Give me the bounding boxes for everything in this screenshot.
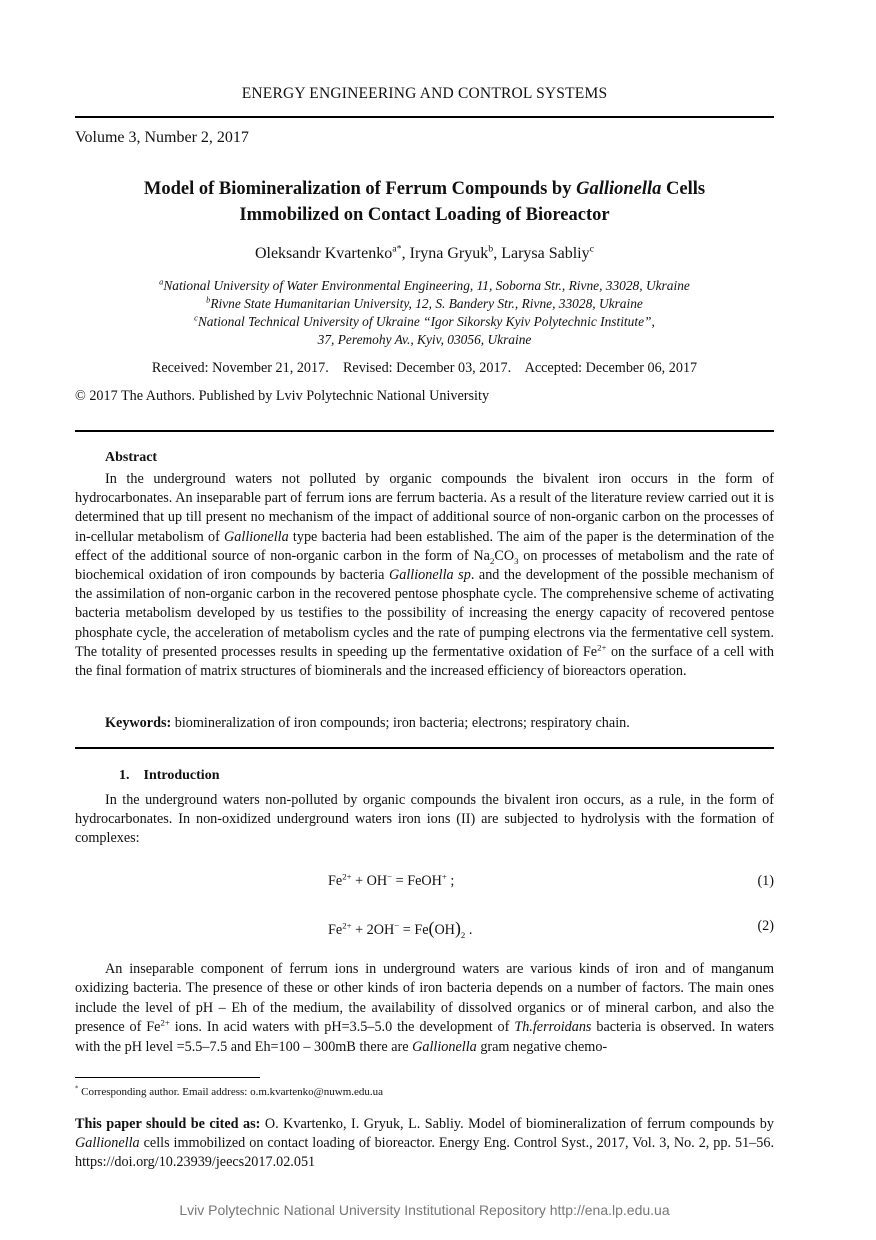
- intro-paragraph: In the underground waters non-polluted by organic compounds the bivalent iron occurs, as a rule, in the form of hydrocarbonates. In non-oxidized underground waters iron ions (II) are subjected to hydrolysis with the formation of complexes:: [75, 792, 774, 847]
- author-name: Iryna Gryuk: [409, 245, 489, 262]
- header-rule: [75, 116, 774, 118]
- affiliation-c-address: 37, Peremohy Av., Kyiv, 03056, Ukraine: [317, 332, 532, 347]
- submission-dates: Received: November 21, 2017. Revised: December 03, 2017. Accepted: December 06, 2017: [151, 360, 698, 376]
- abstract-text: In the underground waters not polluted by organic compounds the bivalent iron occurs in the form of hydrocarbonates. An inseparable part of ferrum ions are ferrum bacteria. As a result of the literature review carried out it is determined that up till present no mechanism of the impact of additional source of non-organic carbon on the processes of in-cellular metabolism of Gallionella type bacteria had been established. The aim of the paper is the determination of the effect of the additional source of non-organic carbon in the form of $Na_2CO_3$ on processes of metabolism and the rate of biochemical oxidation of iron compounds by bacteria Gallionella sp. and the development of the possible mechanism of the assimilation of non-organic carbon in the recovered pentose phosphate cycle. The comprehensive scheme of activating bacteria metabolism developed by us testifies to the possibility of increasing the energy capacity of recovered pentose phosphate cycle, the acceleration of metabolism cycles and the rate of pumping electrons via the fermentative cell system. The totality of presented processes results in speeding up the fermentative oxidation of $Fe^{2+}$ on the surface of a cell with the final formation of matrix structures of biominerals and the increased efficiency of bioreactors operation.: [75, 471, 775, 680]
- abstract-heading: Abstract: [105, 450, 158, 465]
- repository-footer: Lviv Polytechnic National University Institutional Repository http://ena.lp.edu.ua: [179, 1202, 670, 1218]
- abstract-top-rule: [75, 430, 774, 432]
- author-name: Larysa Sabliy: [501, 245, 590, 262]
- copyright-notice: © 2017 The Authors. Published by Lviv Polytechnic National University: [75, 388, 490, 404]
- journal-name: ENERGY ENGINEERING AND CONTROL SYSTEMS: [241, 85, 608, 102]
- affiliation-a: $^a$National University of Water Environmental Engineering, 11, Soborna Str., Rivne, 33028, Ukraine: [159, 277, 690, 293]
- section-heading-introduction: 1. Introduction: [119, 768, 220, 783]
- keywords: Keywords: biomineralization of iron compounds; iron bacteria; electrons; respiratory chain.: [105, 715, 630, 731]
- equation-number: (1): [757, 873, 774, 889]
- footnote-rule: [75, 1077, 260, 1078]
- corresponding-author-footnote: * Corresponding author. Email address: o.m.kvartenko@nuwm.edu.ua: [75, 1085, 384, 1098]
- intro-paragraph-2: An inseparable component of ferrum ions in underground waters are various kinds of iron and of manganum oxidizing bacteria. The presence of these or other kinds of iron bacteria depends on a number of factors. The main ones include the level of pH – Eh of the medium, the availability of dissolved organics or of mineral carbon, and also the presence of $Fe^{2+}$ ions. In acid waters with pH=3.5–5.0 the development of Th.ferroidans bacteria is observed. In waters with the pH level =5.5–7.5 and Eh=100 – 300mB there are Gallionella gram negative chemo-: [75, 961, 775, 1055]
- paper-title: Model of Biomineralization of Ferrum Compounds by Gallionella Cells Immobilized on Contact Loading of Bioreactor: [143, 179, 706, 225]
- author-name: Oleksandr Kvartenko: [254, 245, 393, 262]
- affiliation-c: $^c$National Technical University of Ukraine “Igor Sikorsky Kyiv Polytechnic Institute”,: [194, 313, 655, 329]
- volume-info: Volume 3, Number 2, 2017: [75, 129, 249, 146]
- affiliations: [75, 277, 774, 349]
- affiliation-b: $^b$Rivne State Humanitarian University, 12, S. Bandery Str., Rivne, 33028, Ukraine: [206, 295, 643, 311]
- abstract-bottom-rule: [75, 747, 774, 749]
- citation-notice: This paper should be cited as: O. Kvartenko, I. Gryuk, L. Sabliy. Model of biomineralization of ferrum compounds by Gallionella cells immobilized on contact loading of bioreactor. Energy Eng. Control Syst., 2017, Vol. 3, No. 2, pp. 51–56. https://doi.org/10.23939/jeecs2017.02.051: [75, 1116, 774, 1171]
- author-list: Oleksandr Kvartenko$^{a*}$, Iryna Gryuk$^b$, Larysa Sabliy$^c$: [254, 243, 595, 262]
- equation-number: (2): [757, 918, 774, 934]
